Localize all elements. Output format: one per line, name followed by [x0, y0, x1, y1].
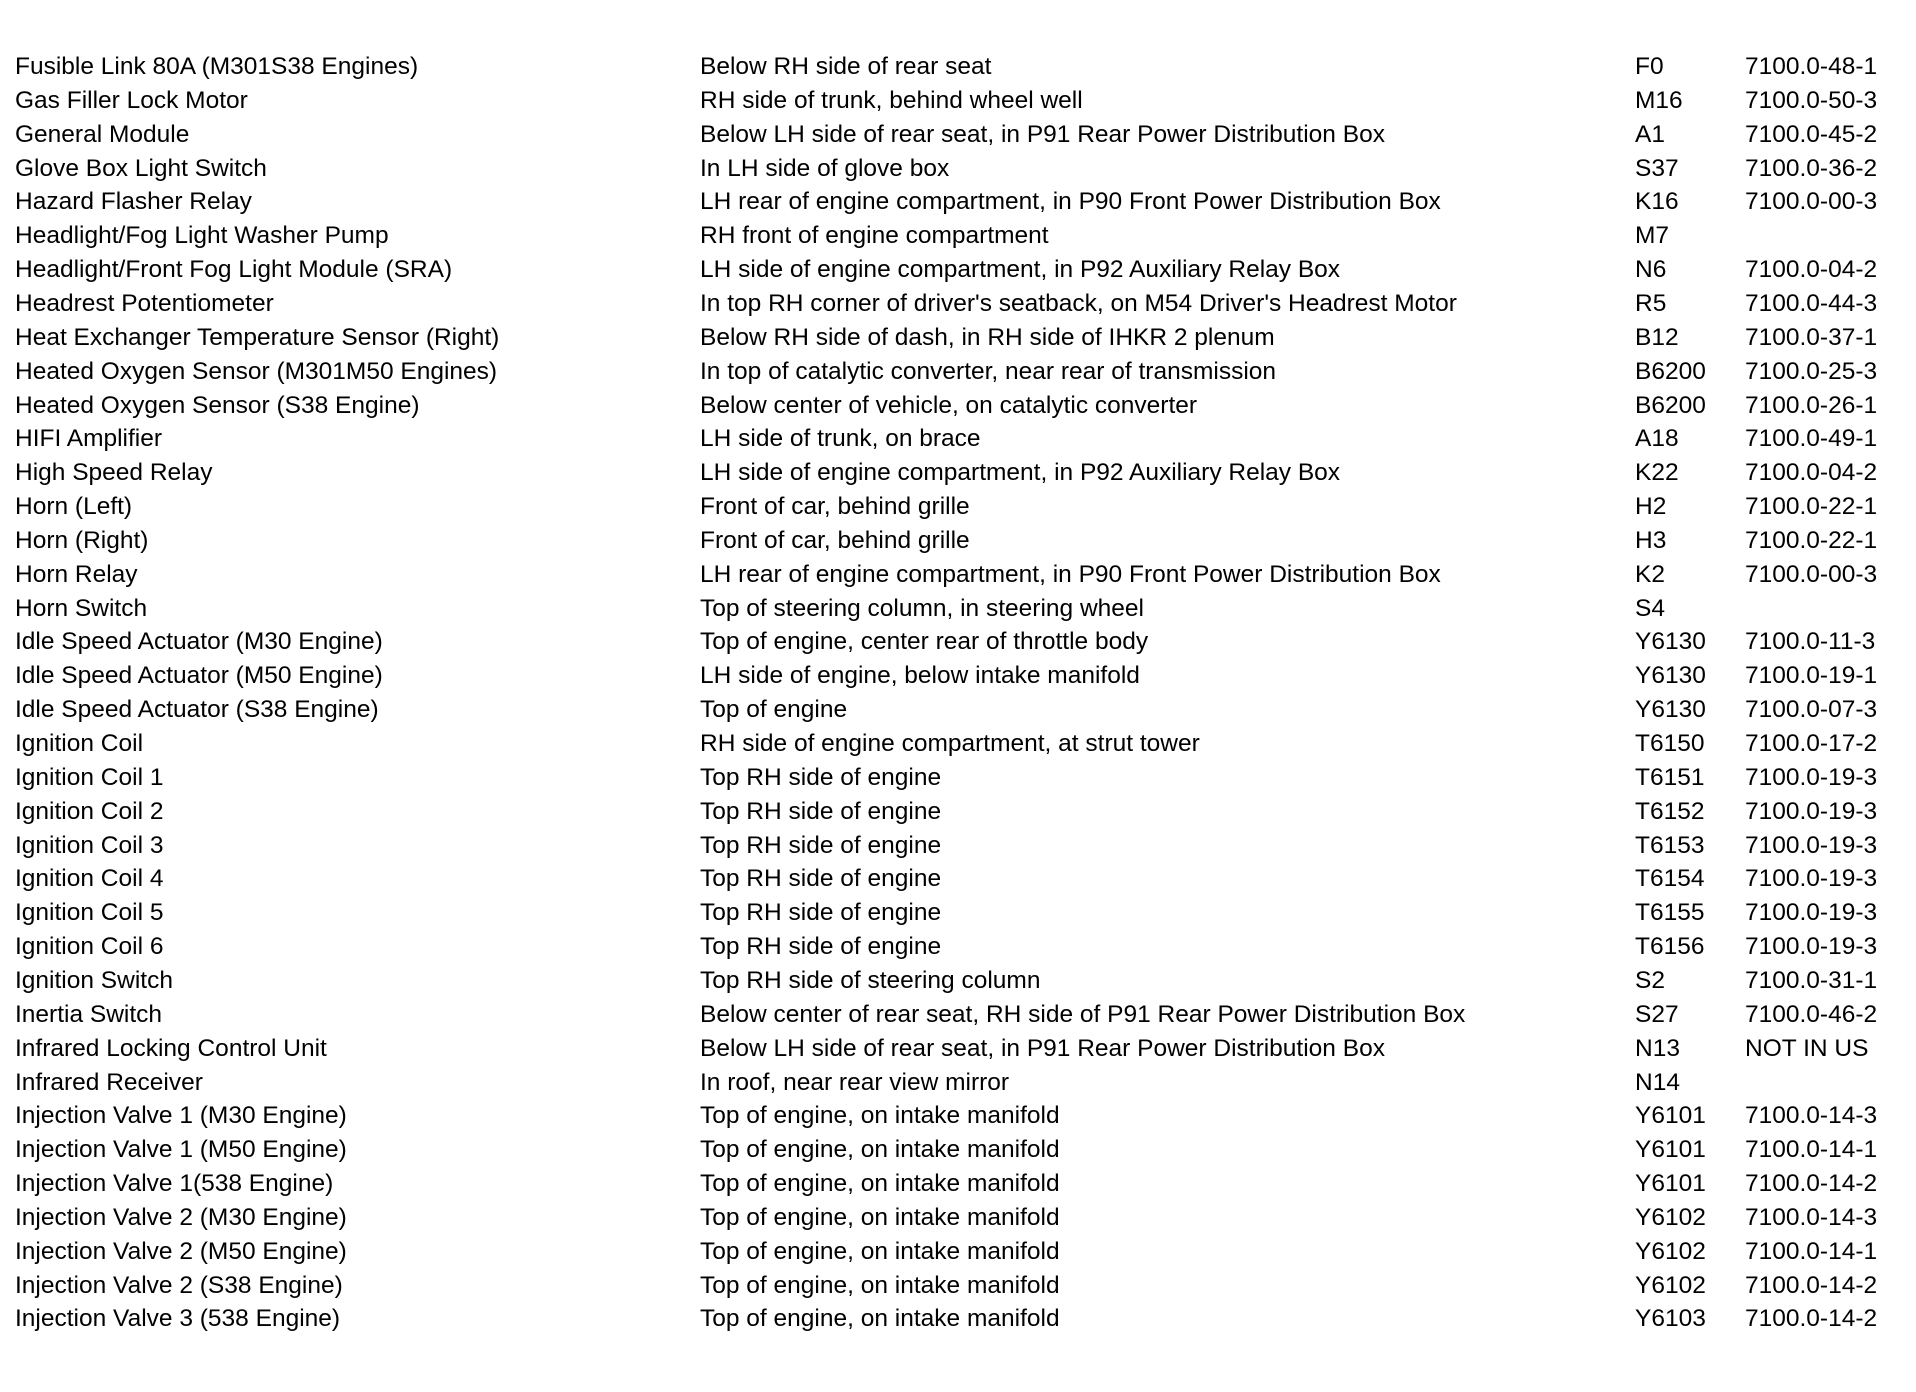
table-row: [0, 154, 1916, 184]
table-row: [0, 661, 1916, 691]
component-name: Injection Valve 2 (S38 Engine): [15, 1271, 343, 1299]
component-location: In top RH corner of driver's seatback, on M54 Driver's Headrest Motor: [700, 289, 1457, 317]
component-name: Hazard Flasher Relay: [15, 188, 252, 216]
table-row: [0, 1304, 1916, 1334]
component-location: In roof, near rear view mirror: [700, 1068, 1010, 1096]
component-location: LH side of trunk, on brace: [700, 425, 981, 453]
table-row: [0, 458, 1916, 488]
component-location: Below LH side of rear seat, in P91 Rear Power Distribution Box: [700, 1034, 1385, 1062]
component-location: Top of engine, on intake manifold: [700, 1136, 1060, 1164]
table-row: [0, 1034, 1916, 1064]
table-row: [0, 797, 1916, 827]
table-row: [0, 289, 1916, 319]
reference-page: 7100.0-14-2: [1745, 1271, 1878, 1299]
table-row: [0, 187, 1916, 217]
component-location: In LH side of glove box: [700, 154, 950, 182]
component-code: Y6130: [1635, 628, 1706, 656]
component-code: S2: [1635, 966, 1665, 994]
component-code: Y6130: [1635, 696, 1706, 724]
table-row: [0, 932, 1916, 962]
component-code: N14: [1635, 1068, 1680, 1096]
component-name: Injection Valve 3 (538 Engine): [15, 1305, 341, 1333]
component-location: Below center of rear seat, RH side of P91 Rear Power Distribution Box: [700, 1000, 1466, 1028]
reference-page: 7100.0-31-1: [1745, 966, 1878, 994]
table-row: [0, 729, 1916, 759]
table-row: [0, 560, 1916, 590]
component-code: H2: [1635, 493, 1667, 521]
reference-page: 7100.0-19-3: [1745, 797, 1878, 825]
table-row: [0, 594, 1916, 624]
component-code: T6150: [1635, 730, 1705, 757]
component-name: Ignition Coil 3: [15, 831, 164, 859]
component-name: HIFI Amplifier: [15, 425, 163, 453]
component-location: Top of engine: [700, 696, 848, 724]
component-name: Horn Switch: [15, 594, 148, 622]
component-code: S37: [1635, 154, 1679, 182]
component-location: Below RH side of rear seat: [700, 53, 992, 80]
reference-page: 7100.0-14-2: [1745, 1305, 1878, 1333]
component-location: RH side of engine compartment, at strut tower: [700, 730, 1200, 757]
component-code: M7: [1635, 222, 1670, 250]
table-row: [0, 1135, 1916, 1165]
component-location: Top of engine, on intake manifold: [700, 1271, 1060, 1299]
table-row: [0, 120, 1916, 150]
component-code: T6153: [1635, 831, 1705, 859]
table-row: [0, 627, 1916, 657]
component-location: Top of engine, on intake manifold: [700, 1237, 1060, 1265]
component-code: S27: [1635, 1000, 1679, 1028]
table-row: [0, 492, 1916, 522]
component-name: Ignition Coil 5: [15, 899, 164, 927]
table-row: [0, 898, 1916, 928]
table-row: [0, 1203, 1916, 1233]
component-location: Top RH side of engine: [700, 763, 942, 791]
component-code: Y6102: [1635, 1237, 1706, 1265]
component-location: Top RH side of engine: [700, 831, 942, 859]
component-code: K22: [1635, 459, 1679, 487]
component-location: Top RH side of engine: [700, 933, 942, 961]
component-code: B12: [1635, 323, 1679, 351]
component-code: Y6130: [1635, 662, 1706, 690]
component-code: S4: [1635, 594, 1665, 622]
component-location: RH front of engine compartment: [700, 222, 1049, 250]
component-name: Fusible Link 80A (M301S38 Engines): [15, 53, 419, 80]
reference-page: 7100.0-49-1: [1745, 425, 1878, 453]
component-name: Injection Valve 2 (M50 Engine): [15, 1237, 347, 1265]
component-location: Top of engine, on intake manifold: [700, 1203, 1060, 1231]
component-name: Glove Box Light Switch: [15, 154, 267, 182]
table-row: [0, 763, 1916, 793]
component-name: Injection Valve 1(538 Engine): [15, 1170, 334, 1198]
component-code: T6155: [1635, 899, 1705, 927]
reference-page: 7100.0-22-1: [1745, 493, 1878, 521]
reference-page: 7100.0-11-3: [1745, 628, 1876, 656]
component-name: Horn Relay: [15, 560, 138, 588]
component-code: A1: [1635, 120, 1665, 148]
table-row: [0, 255, 1916, 285]
table-row: [0, 1101, 1916, 1131]
component-code: R5: [1635, 289, 1667, 317]
table-row: [0, 52, 1916, 82]
reference-page: 7100.0-19-3: [1745, 933, 1878, 961]
component-name: Horn (Right): [15, 526, 149, 554]
component-code: N6: [1635, 256, 1667, 284]
component-code: N13: [1635, 1034, 1680, 1062]
component-code: T6154: [1635, 865, 1705, 893]
component-code: Y6103: [1635, 1305, 1706, 1333]
component-name: Idle Speed Actuator (M50 Engine): [15, 662, 383, 690]
component-name: General Module: [15, 120, 190, 148]
reference-page: 7100.0-04-2: [1745, 459, 1878, 487]
reference-page: 7100.0-19-3: [1745, 763, 1878, 791]
component-location: LH side of engine compartment, in P92 Auxiliary Relay Box: [700, 459, 1341, 487]
component-name: Infrared Locking Control Unit: [15, 1034, 327, 1062]
component-name: Idle Speed Actuator (S38 Engine): [15, 696, 379, 724]
component-location: Top RH side of engine: [700, 797, 942, 825]
component-name: Heated Oxygen Sensor (M301M50 Engines): [15, 357, 498, 385]
table-row: [0, 1169, 1916, 1199]
reference-page: 7100.0-37-1: [1745, 323, 1878, 351]
table-row: [0, 323, 1916, 353]
component-location: LH side of engine, below intake manifold: [700, 662, 1140, 690]
component-location: Front of car, behind grille: [700, 493, 970, 521]
reference-page: 7100.0-14-1: [1745, 1136, 1878, 1164]
table-row: [0, 424, 1916, 454]
reference-page: 7100.0-22-1: [1745, 526, 1878, 554]
component-code: F0: [1635, 53, 1664, 80]
component-location: Front of car, behind grille: [700, 526, 970, 554]
component-name: Headrest Potentiometer: [15, 289, 274, 317]
component-name: Ignition Switch: [15, 966, 173, 994]
component-code: Y6101: [1635, 1102, 1706, 1130]
component-location: LH rear of engine compartment, in P90 Front Power Distribution Box: [700, 560, 1441, 588]
reference-page: 7100.0-19-3: [1745, 831, 1878, 859]
component-code: K16: [1635, 188, 1679, 216]
component-location: Below RH side of dash, in RH side of IHKR 2 plenum: [700, 323, 1275, 351]
table-row: [0, 1000, 1916, 1030]
component-name: Injection Valve 2 (M30 Engine): [15, 1203, 347, 1231]
reference-page: 7100.0-25-3: [1745, 357, 1878, 385]
table-row: [0, 1237, 1916, 1267]
component-name: Horn (Left): [15, 493, 133, 521]
component-name: Ignition Coil 2: [15, 797, 164, 825]
component-code: H3: [1635, 526, 1667, 554]
table-row: [0, 1271, 1916, 1301]
component-location: Top RH side of engine: [700, 899, 942, 927]
component-code: Y6102: [1635, 1271, 1706, 1299]
component-location: Top RH side of steering column: [700, 966, 1041, 994]
component-location: Top of engine, center rear of throttle body: [700, 628, 1149, 656]
reference-page: 7100.0-14-2: [1745, 1170, 1878, 1198]
reference-page: 7100.0-45-2: [1745, 120, 1878, 148]
reference-page: 7100.0-46-2: [1745, 1000, 1878, 1028]
reference-page: 7100.0-17-2: [1745, 730, 1878, 757]
reference-page: 7100.0-14-1: [1745, 1237, 1878, 1265]
reference-page: NOT IN US: [1745, 1034, 1869, 1062]
component-code: K2: [1635, 560, 1665, 588]
component-name: Headlight/Fog Light Washer Pump: [15, 222, 389, 250]
component-name: Ignition Coil: [15, 730, 144, 757]
component-location: Below LH side of rear seat, in P91 Rear Power Distribution Box: [700, 120, 1385, 148]
component-name: Heated Oxygen Sensor (S38 Engine): [15, 391, 420, 419]
component-location: LH side of engine compartment, in P92 Auxiliary Relay Box: [700, 256, 1341, 284]
component-name: Injection Valve 1 (M30 Engine): [15, 1102, 347, 1130]
table-row: [0, 695, 1916, 725]
component-code: Y6101: [1635, 1136, 1706, 1164]
component-location: Top of steering column, in steering wheel: [700, 594, 1144, 622]
table-row: [0, 831, 1916, 861]
reference-page: 7100.0-14-3: [1745, 1203, 1878, 1231]
component-location: Top of engine, on intake manifold: [700, 1305, 1060, 1333]
reference-page: 7100.0-36-2: [1745, 154, 1878, 182]
reference-page: 7100.0-19-3: [1745, 899, 1878, 927]
reference-page: 7100.0-19-3: [1745, 865, 1878, 893]
component-code: Y6101: [1635, 1170, 1706, 1198]
reference-page: 7100.0-50-3: [1745, 86, 1878, 114]
component-name: Headlight/Front Fog Light Module (SRA): [15, 256, 453, 284]
component-code: M16: [1635, 86, 1683, 114]
table-row: [0, 864, 1916, 894]
reference-page: 7100.0-04-2: [1745, 256, 1878, 284]
table-row: [0, 526, 1916, 556]
reference-page: 7100.0-07-3: [1745, 696, 1878, 724]
component-code: B6200: [1635, 391, 1706, 419]
component-location: LH rear of engine compartment, in P90 Front Power Distribution Box: [700, 188, 1441, 216]
reference-page: 7100.0-00-3: [1745, 560, 1878, 588]
component-name: Ignition Coil 4: [15, 865, 164, 893]
component-code: A18: [1635, 425, 1679, 453]
reference-page: 7100.0-44-3: [1745, 289, 1878, 317]
table-row: [0, 357, 1916, 387]
component-location: Top RH side of engine: [700, 865, 942, 893]
component-name: Injection Valve 1 (M50 Engine): [15, 1136, 347, 1164]
reference-page: 7100.0-14-3: [1745, 1102, 1878, 1130]
table-row: [0, 1068, 1916, 1098]
component-name: Gas Filler Lock Motor: [15, 86, 248, 114]
component-name: Infrared Receiver: [15, 1068, 203, 1096]
component-location: Below center of vehicle, on catalytic converter: [700, 391, 1198, 419]
component-name: Heat Exchanger Temperature Sensor (Right): [15, 323, 500, 351]
table-row: [0, 86, 1916, 116]
component-code: T6152: [1635, 797, 1705, 825]
table-row: [0, 391, 1916, 421]
component-name: Inertia Switch: [15, 1000, 163, 1028]
reference-page: 7100.0-48-1: [1745, 53, 1878, 80]
reference-page: 7100.0-26-1: [1745, 391, 1878, 419]
component-code: B6200: [1635, 357, 1706, 385]
component-code: T6151: [1635, 763, 1705, 791]
component-name: Idle Speed Actuator (M30 Engine): [15, 628, 383, 656]
component-code: Y6102: [1635, 1203, 1706, 1231]
component-location: Top of engine, on intake manifold: [700, 1102, 1060, 1130]
reference-page: 7100.0-00-3: [1745, 188, 1878, 216]
component-name: Ignition Coil 1: [15, 763, 164, 791]
component-name: High Speed Relay: [15, 459, 213, 487]
table-row: [0, 221, 1916, 251]
component-location: In top of catalytic converter, near rear of transmission: [700, 357, 1277, 385]
table-row: [0, 966, 1916, 996]
component-location: Top of engine, on intake manifold: [700, 1170, 1060, 1198]
component-name: Ignition Coil 6: [15, 933, 164, 961]
component-location: RH side of trunk, behind wheel well: [700, 86, 1083, 114]
reference-page: 7100.0-19-1: [1745, 662, 1878, 690]
component-code: T6156: [1635, 933, 1705, 961]
